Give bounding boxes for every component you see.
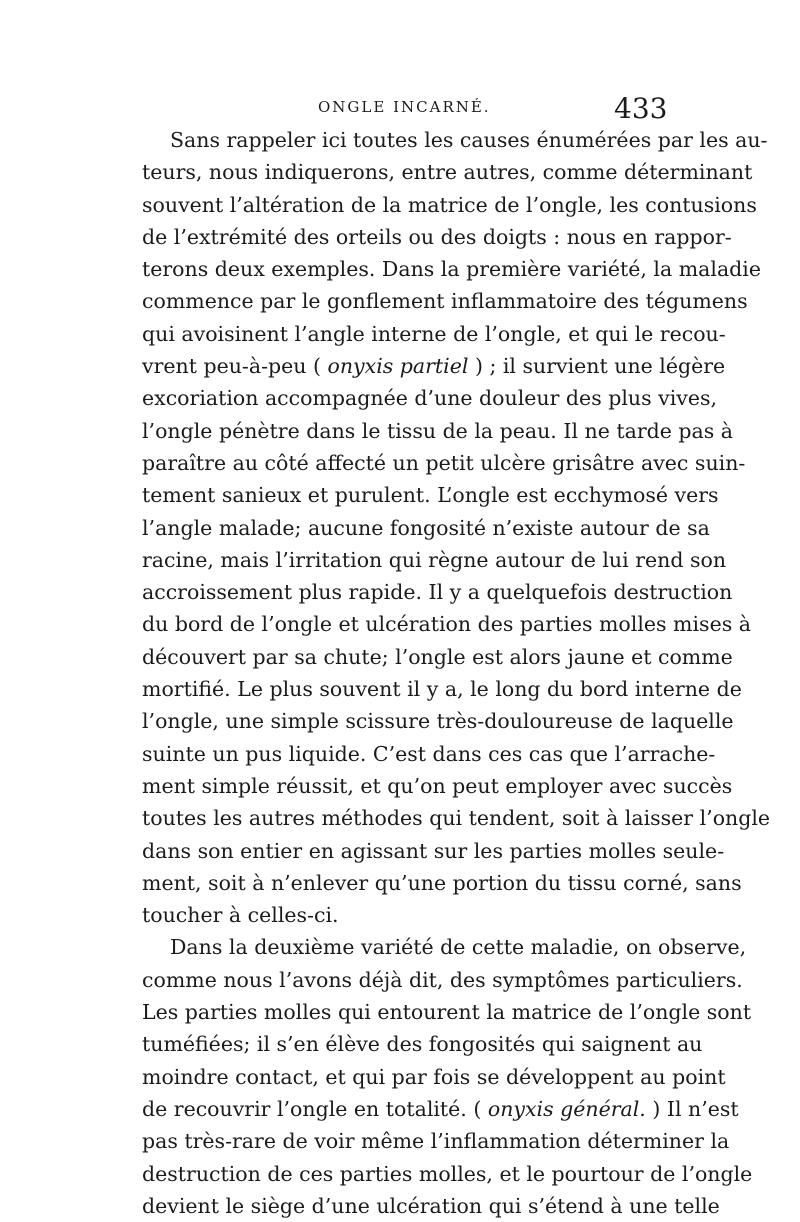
text-line: paraître au côté affecté un petit ulcère grisâtre avec suin- [142, 450, 746, 475]
text-span: de recouvrir l’ongle en totalité. ( [142, 1096, 488, 1121]
text-line: toutes les autres méthodes qui tendent, soit à laisser l’ongle [142, 806, 771, 831]
text-line: destruction de ces parties molles, et le pourtour de l’ongle [142, 1161, 753, 1186]
text-line: racine, mais l’irritation qui règne autour de lui rend son [142, 547, 727, 572]
text-line: moindre contact, et qui par fois se développent au point [142, 1064, 726, 1089]
text-line: qui avoisinent l’angle interne de l’ongle, et qui le recou- [142, 321, 726, 346]
text-line: devient le siège d’une ulcération qui s’étend à une telle [142, 1193, 720, 1218]
text-line: l’ongle, une simple scissure très-douloureuse de laquelle [142, 709, 734, 734]
body-text [142, 124, 771, 1222]
text-line: accroissement plus rapide. Il y a quelquefois destruction [142, 580, 733, 605]
text-line: du bord de l’ongle et ulcération des parties molles mises à [142, 612, 751, 637]
text-line: dans son entier en agissant sur les parties molles seule- [142, 838, 725, 863]
text-line: Dans la deuxième variété de cette maladie, on observe, [170, 935, 747, 960]
text-line: suinte un pus liquide. C’est dans ces cas que l’arrache- [142, 741, 716, 766]
text-line: ment, soit à n’enlever qu’une portion du tissu corné, sans [142, 870, 742, 895]
text-line: ment simple réussit, et qu’on peut employer avec succès [142, 773, 733, 798]
text-line [142, 350, 726, 382]
text-line: Sans rappeler ici toutes les causes énumérées par les au- [170, 128, 768, 152]
text-line: souvent l’altération de la matrice de l’ongle, les contusions [142, 192, 757, 217]
text-line: pas très-rare de voir même l’inflammation déterminer la [142, 1129, 730, 1154]
running-title: ONGLE INCARNÉ. [318, 98, 491, 116]
text-line: Les parties molles qui entourent la matrice de l’ongle sont [142, 1000, 752, 1025]
text-span: vrent peu-à-peu ( [142, 354, 328, 379]
text-line: l’ongle pénètre dans le tissu de la peau. Il ne tarde pas à [142, 418, 733, 443]
text-line: tement sanieux et purulent. L’ongle est ecchymosé vers [142, 483, 719, 508]
text-line: excoriation accompagnée d’une douleur des plus vives, [142, 386, 718, 411]
text-span: ) Il n’est [645, 1096, 739, 1121]
text-line: de l’extrémité des orteils ou des doigts : nous en rappor- [142, 224, 732, 249]
text-line: tuméfiées; il s’en élève des fongosités qui saignent au [142, 1032, 703, 1057]
page-number: 433 [614, 92, 668, 125]
text-line: comme nous l’avons déjà dit, des symptômes particuliers. [142, 967, 743, 992]
text-line [142, 1093, 739, 1125]
text-line: commence par le gonflement inflammatoire des tégumens [142, 289, 748, 314]
italic-term: onyxis général. [487, 1096, 646, 1121]
text-span: ) ; il survient une légère [468, 354, 726, 379]
text-line: l’angle malade; aucune fongosité n’existe autour de sa [142, 515, 710, 540]
text-line: toucher à celles-ci. [142, 903, 339, 928]
italic-term: onyxis partiel [327, 354, 469, 379]
text-line: découvert par sa chute; l’ongle est alors jaune et comme [142, 644, 733, 669]
text-line: terons deux exemples. Dans la première variété, la maladie [142, 257, 761, 282]
text-line: teurs, nous indiquerons, entre autres, comme déterminant [142, 160, 753, 185]
text-line: mortifié. Le plus souvent il y a, le long du bord interne de [142, 677, 742, 702]
